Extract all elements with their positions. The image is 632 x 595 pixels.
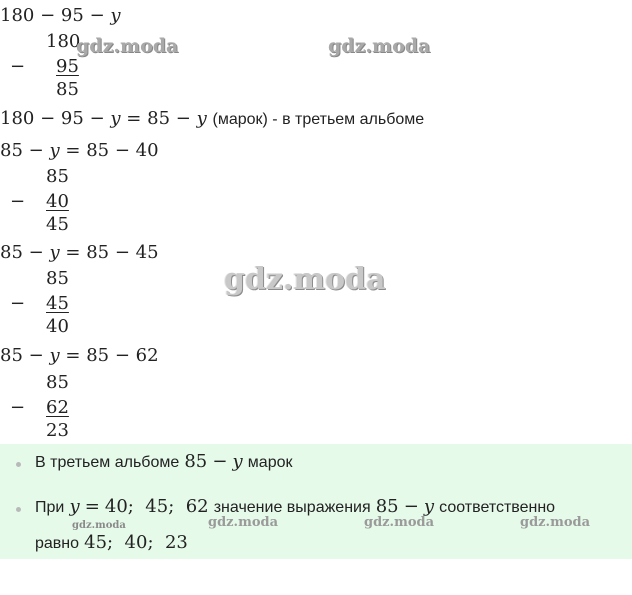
column-top: 85: [46, 372, 69, 393]
minus-sign: −: [10, 397, 26, 418]
column-top: 180: [46, 31, 81, 52]
operator: −: [212, 451, 228, 472]
column-subtrahend: 45: [46, 293, 69, 314]
variable: y: [110, 5, 121, 26]
number: 40: [135, 140, 159, 161]
operator: −: [89, 5, 105, 26]
expression-header-2: [0, 140, 159, 162]
expression-header-3: [0, 242, 159, 264]
operator: −: [175, 108, 191, 129]
number: 45: [135, 242, 159, 263]
column-subtrahend: 40: [46, 191, 69, 212]
variable: y: [49, 242, 60, 263]
column-top: 85: [46, 166, 69, 187]
equals: =: [126, 108, 142, 129]
statement-line: [0, 108, 424, 131]
number: 62: [135, 345, 159, 366]
column-subtrahend: 62: [46, 397, 69, 418]
values: 45; 40; 23: [84, 532, 188, 553]
answer-box: [0, 444, 632, 559]
column-result: 45: [46, 214, 69, 235]
operator: −: [114, 242, 130, 263]
column-top: 85: [46, 268, 69, 289]
equals: =: [65, 140, 81, 161]
operator: −: [114, 140, 130, 161]
statement-text: (марок) - в третьем альбоме: [212, 111, 425, 128]
values: 40; 45; 62: [104, 496, 209, 517]
variable: y: [196, 108, 207, 129]
column-result: 40: [46, 316, 69, 337]
minus-sign: −: [10, 191, 26, 212]
minus-sign: −: [10, 293, 26, 314]
number: 180: [0, 5, 35, 26]
number: 85: [0, 345, 23, 366]
bullet-icon: [16, 462, 21, 467]
expression-header-1: [0, 5, 121, 27]
number: 180: [0, 108, 35, 129]
answer-text: При: [35, 499, 65, 516]
operator: −: [28, 345, 44, 366]
answer-text: равно: [35, 535, 80, 552]
answer-1: [35, 450, 293, 475]
answer-text: марок: [247, 454, 293, 471]
operator: −: [114, 345, 130, 366]
number: 85: [0, 140, 23, 161]
operator: −: [40, 5, 56, 26]
variable: y: [110, 108, 121, 129]
operator: −: [28, 140, 44, 161]
answer-2-line2: [35, 531, 188, 556]
watermark: gdz.moda: [76, 35, 179, 57]
column-result: 85: [56, 79, 79, 100]
operator: −: [403, 496, 419, 517]
equals: =: [65, 345, 81, 366]
variable: y: [49, 345, 60, 366]
variable: y: [423, 496, 435, 517]
column-result: 23: [46, 420, 69, 441]
watermark: gdz.moda: [72, 520, 126, 531]
operator: −: [89, 108, 105, 129]
number: 85: [86, 140, 110, 161]
equals: =: [65, 242, 81, 263]
watermark: gdz.moda: [328, 35, 431, 57]
number: 85: [375, 496, 399, 517]
number: 85: [86, 242, 110, 263]
operator: −: [28, 242, 44, 263]
equals: =: [84, 496, 100, 517]
answer-text: В третьем альбоме: [35, 454, 180, 471]
variable: y: [69, 496, 80, 517]
variable: y: [49, 140, 60, 161]
answer-2-line1: [35, 495, 555, 520]
minus-sign: −: [10, 56, 26, 77]
answer-text: соответственно: [439, 499, 556, 516]
watermark: gdz.moda: [208, 515, 279, 530]
watermark: gdz.moda: [520, 515, 591, 530]
number: 95: [60, 108, 84, 129]
number: 85: [0, 242, 23, 263]
number: 85: [147, 108, 171, 129]
number: 95: [60, 5, 84, 26]
variable: y: [232, 451, 243, 472]
column-subtrahend: 95: [56, 56, 79, 77]
bullet-icon: [16, 507, 21, 512]
number: 85: [184, 451, 208, 472]
watermark: gdz.moda: [224, 262, 386, 297]
operator: −: [40, 108, 56, 129]
expression-header-4: [0, 345, 159, 367]
watermark: gdz.moda: [364, 515, 435, 530]
number: 85: [86, 345, 110, 366]
answer-text: значение выражения: [213, 499, 371, 516]
